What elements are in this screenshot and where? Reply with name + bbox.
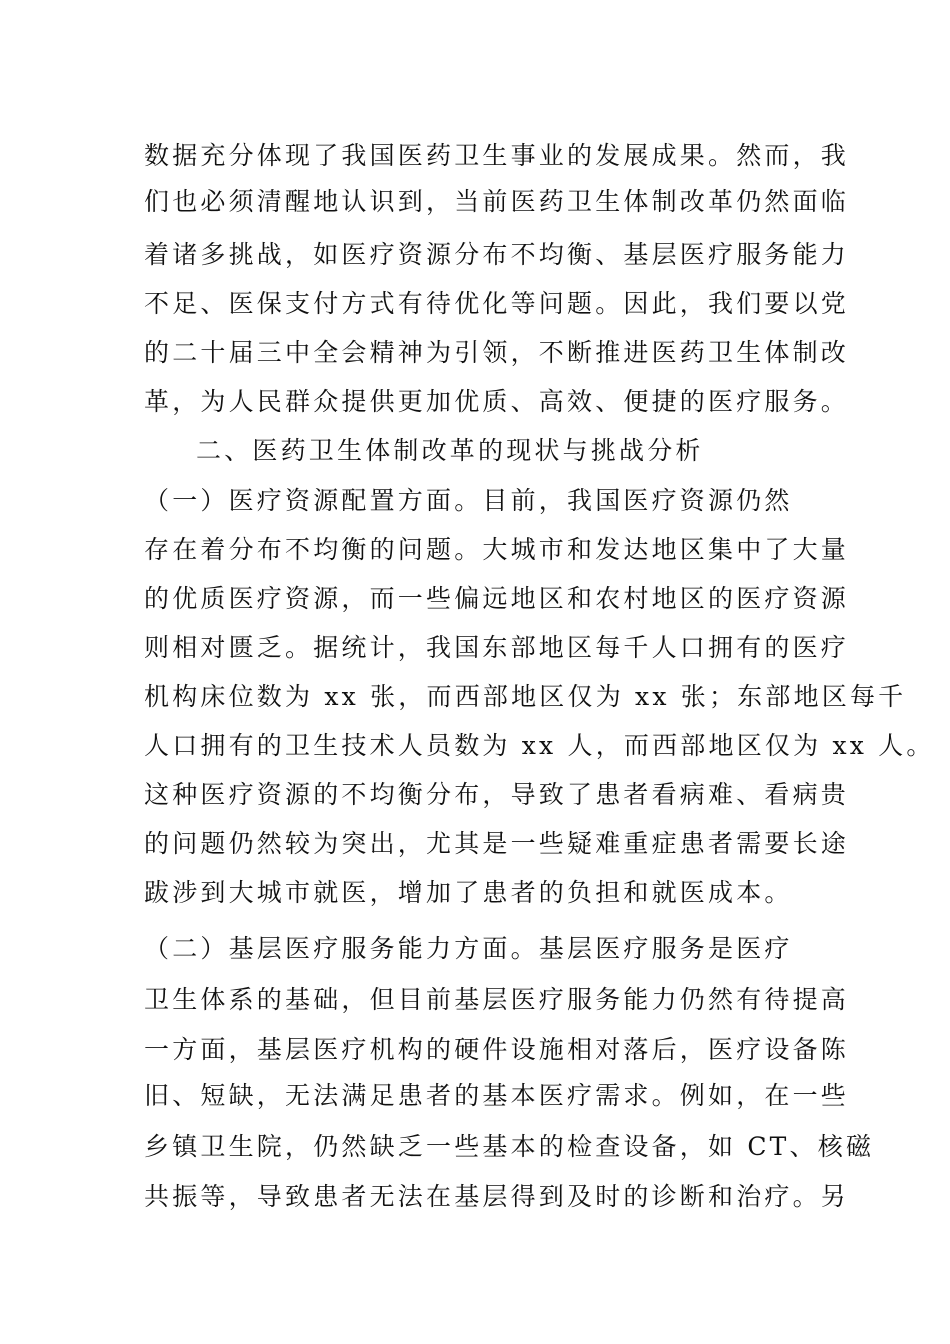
text-line: 革，为人民群众提供更加优质、高效、便捷的医疗服务。 [144, 387, 850, 416]
text-line: 存在着分布不均衡的问题。大城市和发达地区集中了大量 [144, 535, 850, 564]
text-line: 跋涉到大城市就医，增加了患者的负担和就医成本。 [144, 878, 793, 907]
text-line: 这种医疗资源的不均衡分布，导致了患者看病难、看病贵 [144, 780, 850, 809]
text-line: 的问题仍然较为突出，尤其是一些疑难重症患者需要长途 [144, 829, 850, 858]
text-line: 人口拥有的卫生技术人员数为 xx 人，而西部地区仅为 xx 人。 [144, 731, 935, 760]
text-line: 乡镇卫生院，仍然缺乏一些基本的检查设备，如 CT、核磁 [144, 1132, 875, 1161]
text-line: 则相对匮乏。据统计，我国东部地区每千人口拥有的医疗 [144, 633, 850, 662]
text-line: 们也必须清醒地认识到，当前医药卫生体制改革仍然面临 [144, 187, 850, 216]
text-line: 的优质医疗资源，而一些偏远地区和农村地区的医疗资源 [144, 584, 850, 613]
text-line: 卫生体系的基础，但目前基层医疗服务能力仍然有待提高 [144, 985, 850, 1014]
text-line: 不足、医保支付方式有待优化等问题。因此，我们要以党 [144, 289, 850, 318]
text-line: 旧、短缺，无法满足患者的基本医疗需求。例如，在一些 [144, 1081, 850, 1110]
text-line: 着诸多挑战，如医疗资源分布不均衡、基层医疗服务能力 [144, 240, 850, 269]
text-line: 数据充分体现了我国医药卫生事业的发展成果。然而，我 [144, 141, 850, 170]
text-line: 的二十届三中全会精神为引领，不断推进医药卫生体制改 [144, 338, 850, 367]
text-line: 一方面，基层医疗机构的硬件设施相对落后，医疗设备陈 [144, 1035, 850, 1064]
section-heading: 二、医药卫生体制改革的现状与挑战分析 [196, 436, 704, 465]
paragraph-start-line: （一）医疗资源配置方面。目前，我国医疗资源仍然 [144, 486, 793, 515]
paragraph-start-line: （二）基层医疗服务能力方面。基层医疗服务是医疗 [144, 934, 793, 963]
text-line: 机构床位数为 xx 张，而西部地区仅为 xx 张；东部地区每千 [144, 682, 907, 711]
text-line: 共振等，导致患者无法在基层得到及时的诊断和治疗。另 [144, 1182, 850, 1211]
